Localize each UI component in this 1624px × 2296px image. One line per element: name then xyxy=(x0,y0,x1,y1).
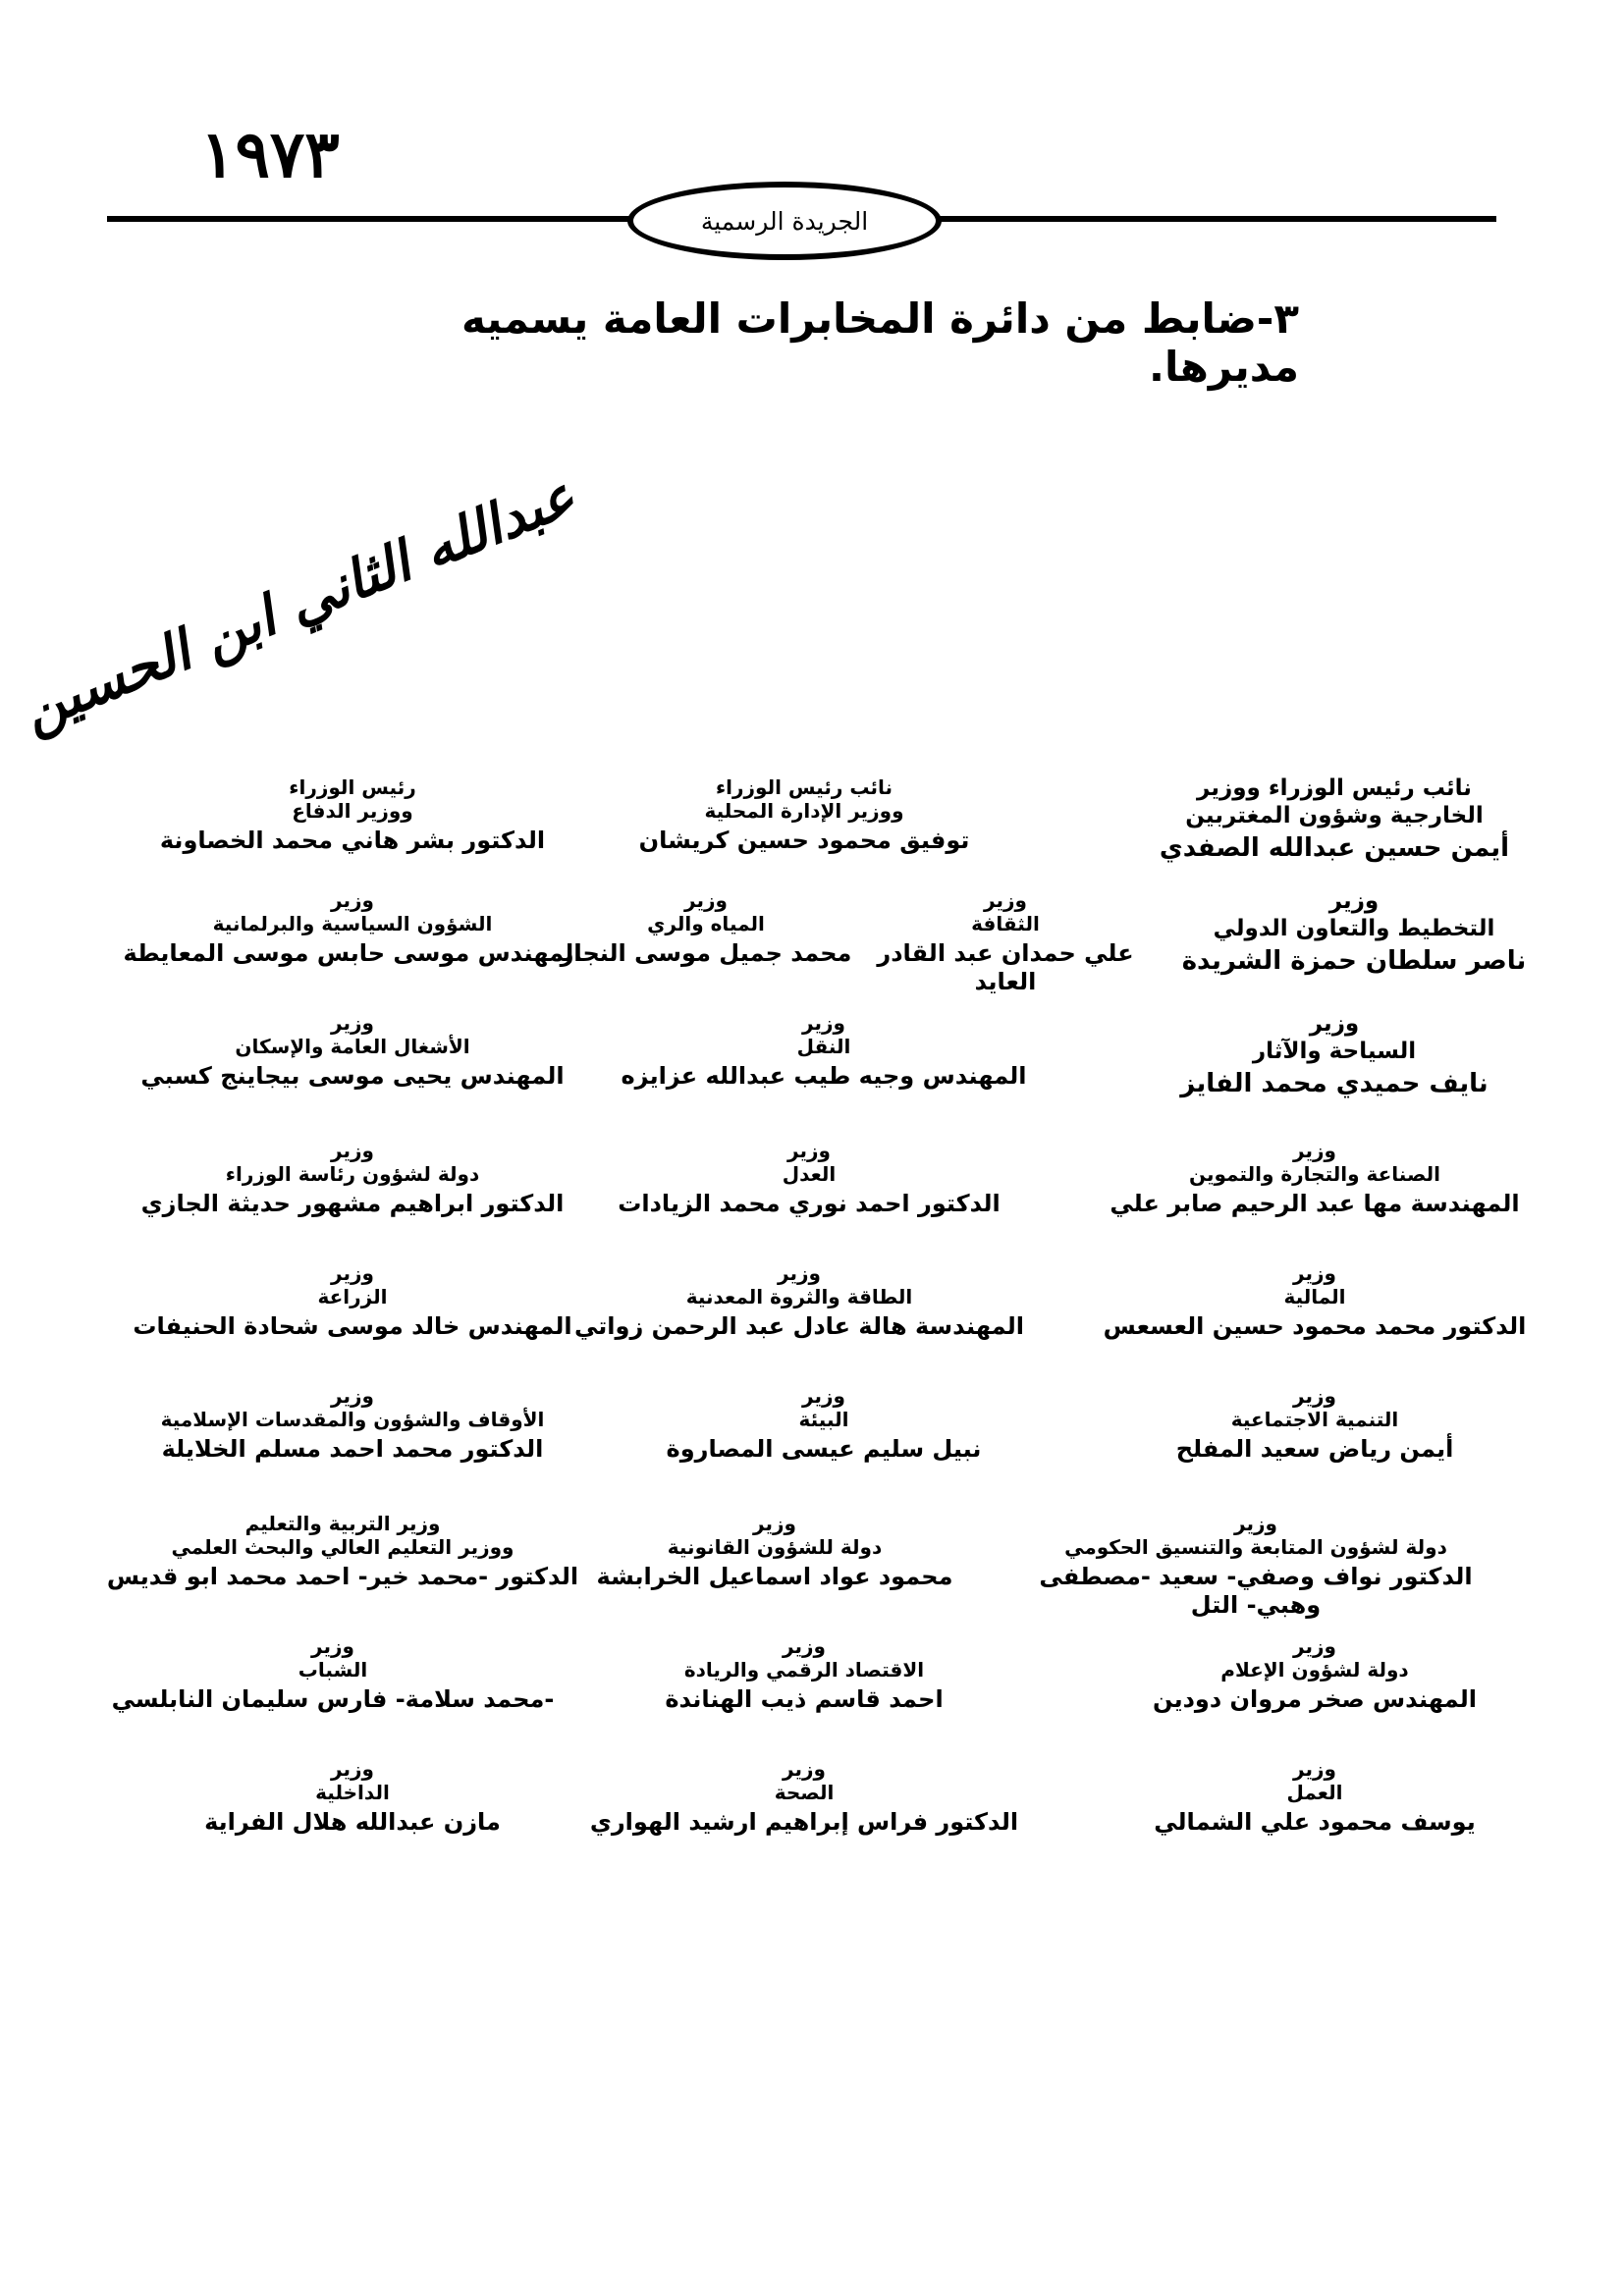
minister-title: وزير xyxy=(788,1139,832,1162)
minister-block xyxy=(98,1384,609,1464)
minister-name: احمد قاسم ذيب الهناندة xyxy=(666,1685,945,1713)
minister-portfolio: السياحة والآثار xyxy=(1253,1038,1418,1064)
minister-block xyxy=(98,888,609,968)
minister-block xyxy=(569,1011,1080,1091)
minister-portfolio: الشؤون السياسية والبرلمانية xyxy=(213,912,494,935)
minister-name: توفيق محمود حسين كريشان xyxy=(639,827,971,854)
minister-portfolio: الطاقة والثروة المعدنية xyxy=(686,1285,914,1308)
minister-block xyxy=(98,775,609,855)
minister-block xyxy=(844,888,1168,996)
minister-title: وزير xyxy=(685,888,729,912)
minister-name: الدكتور محمد محمود حسين العسعس xyxy=(1104,1312,1528,1340)
minister-portfolio: دولة للشؤون القانونية xyxy=(668,1535,884,1559)
minister-name: محمد جميل موسى النجار xyxy=(561,939,853,967)
minister-block xyxy=(98,1011,609,1091)
minister-block xyxy=(1060,1139,1571,1218)
minister-portfolio: الأوقاف والشؤون والمقدسات الإسلامية xyxy=(161,1408,546,1431)
minister-block xyxy=(1060,1757,1571,1837)
minister-name: المهندس صخر مروان دودين xyxy=(1153,1685,1478,1713)
minister-block xyxy=(1060,1384,1571,1464)
minister-block xyxy=(1060,1261,1571,1341)
minister-name: يوسف محمود علي الشمالي xyxy=(1155,1808,1477,1836)
minister-block xyxy=(550,775,1060,855)
minister-title: وزير xyxy=(312,1634,355,1658)
minister-block xyxy=(79,1512,609,1591)
minister-name: أيمن حسين عبدالله الصفدي xyxy=(1160,833,1511,864)
minister-name: الدكتور محمد احمد مسلم الخلايلة xyxy=(162,1435,545,1463)
minister-title: وزير xyxy=(1294,1634,1337,1658)
minister-portfolio: الصناعة والتجارة والتموين xyxy=(1189,1162,1442,1186)
minister-name: المهندسة هالة عادل عبد الرحمن زواتي xyxy=(575,1312,1025,1340)
minister-title: وزير xyxy=(803,1011,846,1035)
minister-name: المهندسة مها عبد الرحيم صابر علي xyxy=(1110,1190,1521,1217)
minister-portfolio: الداخلية xyxy=(316,1781,391,1804)
clause-text: ٣-ضابط من دائرة المخابرات العامة يسميه مديرها. xyxy=(462,294,1300,391)
gazette-title: الجريدة الرسمية xyxy=(701,206,870,236)
minister-block xyxy=(1060,1634,1571,1714)
minister-block xyxy=(1124,775,1546,864)
minister-title: وزير xyxy=(1294,1757,1337,1781)
minister-title: وزير xyxy=(779,1261,822,1285)
minister-portfolio: المياه والري xyxy=(648,912,766,935)
minister-title: وزير xyxy=(332,888,375,912)
minister-title: نائب رئيس الوزراء ووزير xyxy=(1198,775,1473,801)
royal-signature: عبدالله الثاني ابن الحسين xyxy=(14,462,585,745)
minister-portfolio: ووزير الدفاع xyxy=(293,799,414,823)
minister-portfolio: التنمية الاجتماعية xyxy=(1231,1408,1400,1431)
minister-block xyxy=(98,1757,609,1837)
minister-name: الدكتور نواف وصفي- سعيد -مصطفى وهبي- التل xyxy=(1040,1563,1474,1619)
minister-portfolio: الصحة xyxy=(775,1781,836,1804)
minister-title: وزير xyxy=(784,1634,827,1658)
minister-block xyxy=(1159,888,1551,977)
minister-portfolio: العمل xyxy=(1287,1781,1344,1804)
minister-block xyxy=(550,1757,1060,1837)
minister-name: الدكتور -محمد خير- احمد محمد ابو قديس xyxy=(107,1563,580,1590)
minister-name: محمود عواد اسماعيل الخرابشة xyxy=(597,1563,954,1590)
minister-portfolio: التخطيط والتعاون الدولي xyxy=(1214,915,1496,941)
page-number: ١٩٧٣ xyxy=(201,116,341,192)
gazette-title-badge xyxy=(628,182,943,260)
minister-portfolio: الثقافة xyxy=(972,912,1041,935)
minister-title: وزير xyxy=(332,1011,375,1035)
minister-portfolio: الزراعة xyxy=(318,1285,389,1308)
minister-title: وزير xyxy=(1329,888,1380,914)
minister-block xyxy=(545,1261,1056,1341)
minister-portfolio: الخارجية وشؤون المغتربين xyxy=(1186,802,1485,828)
minister-title: وزير التربية والتعليم xyxy=(245,1512,442,1535)
minister-portfolio: المالية xyxy=(1284,1285,1347,1308)
minister-block xyxy=(550,1512,1001,1591)
minister-title: وزير xyxy=(1310,1011,1361,1037)
minister-name: الدكتور بشر هاني محمد الخصاونة xyxy=(160,827,547,854)
minister-block xyxy=(98,1139,609,1218)
minister-title: وزير xyxy=(784,1757,827,1781)
minister-title: رئيس الوزراء xyxy=(290,775,417,799)
minister-block xyxy=(79,1634,589,1714)
minister-title: وزير xyxy=(332,1757,375,1781)
minister-block xyxy=(98,1261,609,1341)
minister-name: المهندس خالد موسى شحادة الحنيفات xyxy=(134,1312,573,1340)
minister-portfolio: ووزير التعليم العالي والبحث العلمي xyxy=(172,1535,515,1559)
minister-title: وزير xyxy=(754,1512,797,1535)
minister-block xyxy=(1001,1512,1512,1620)
minister-name: أيمن رياض سعيد المفلح xyxy=(1176,1435,1455,1463)
minister-portfolio: دولة لشؤون الإعلام xyxy=(1221,1658,1410,1682)
minister-portfolio: العدل xyxy=(783,1162,838,1186)
minister-block xyxy=(569,1384,1080,1464)
minister-name: المهندس يحيى موسى بيجاينج كسبي xyxy=(141,1062,566,1090)
minister-portfolio: الأشغال العامة والإسكان xyxy=(236,1035,471,1058)
minister-title: وزير xyxy=(332,1384,375,1408)
minister-portfolio: دولة لشؤون رئاسة الوزراء xyxy=(226,1162,481,1186)
minister-title: وزير xyxy=(332,1139,375,1162)
minister-portfolio: النقل xyxy=(797,1035,852,1058)
minister-title: وزير xyxy=(332,1261,375,1285)
minister-block xyxy=(555,1139,1065,1218)
minister-portfolio: ووزير الإدارة المحلية xyxy=(705,799,905,823)
minister-portfolio: دولة لشؤون المتابعة والتنسيق الحكومي xyxy=(1065,1535,1448,1559)
minister-name: علي حمدان عبد القادر العايد xyxy=(878,939,1135,995)
minister-title: وزير xyxy=(1294,1139,1337,1162)
minister-name: الدكتور فراس إبراهيم ارشيد الهواري xyxy=(590,1808,1020,1836)
minister-title: نائب رئيس الوزراء xyxy=(716,775,894,799)
minister-name: ناصر سلطان حمزة الشريدة xyxy=(1182,946,1528,977)
minister-title: وزير xyxy=(1294,1261,1337,1285)
minister-portfolio: البيئة xyxy=(799,1408,850,1431)
minister-name: الدكتور ابراهيم مشهور حديثة الجازي xyxy=(141,1190,566,1217)
minister-name: -محمد سلامة- فارس سليمان النابلسي xyxy=(112,1685,556,1713)
minister-name: نايف حميدي محمد الفايز xyxy=(1181,1069,1489,1099)
minister-block xyxy=(1124,1011,1546,1099)
minister-title: وزير xyxy=(985,888,1028,912)
minister-name: المهندس وجيه طيب عبدالله عزايزه xyxy=(622,1062,1028,1090)
minister-name: مازن عبدالله هلال الفراية xyxy=(205,1808,502,1836)
minister-title: وزير xyxy=(1235,1512,1278,1535)
minister-portfolio: الاقتصاد الرقمي والريادة xyxy=(684,1658,926,1682)
minister-name: الدكتور احمد نوري محمد الزيادات xyxy=(619,1190,1001,1217)
minister-title: وزير xyxy=(1294,1384,1337,1408)
minister-name: نبيل سليم عيسى المصاروة xyxy=(667,1435,983,1463)
minister-portfolio: الشباب xyxy=(298,1658,369,1682)
minister-block xyxy=(550,1634,1060,1714)
minister-title: وزير xyxy=(803,1384,846,1408)
minister-name: المهندس موسى حابس موسى المعايطة xyxy=(124,939,583,967)
